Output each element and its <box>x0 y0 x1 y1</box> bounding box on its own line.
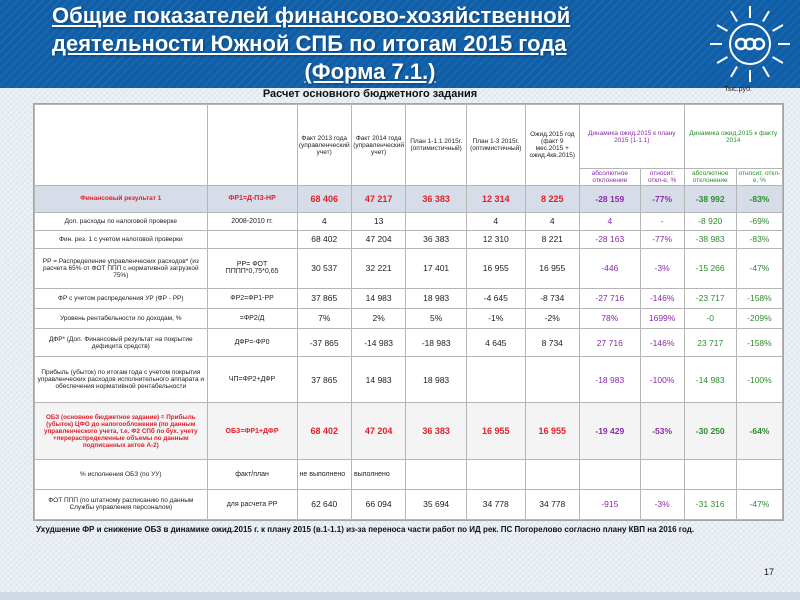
title-line-2: деятельности Южной СПБ по итогам 2015 года <box>52 31 567 56</box>
header-g2-abs: абсолютное отклонение <box>684 169 736 186</box>
cell: -28 163 <box>579 230 640 248</box>
cell: 4 <box>297 212 351 230</box>
cell <box>640 459 684 489</box>
title-line-1: Общие показателей финансово-хозяйственной <box>52 3 571 28</box>
row-label: Уровень рентабельности по доходам, % <box>35 308 208 328</box>
row-label: ФР с учетом распределения УР (ФР - РР) <box>35 288 208 308</box>
cell: -14 983 <box>684 357 736 403</box>
table-row <box>35 329 783 357</box>
cell: 8 734 <box>525 329 579 357</box>
cell: 14 983 <box>351 357 405 403</box>
cell: 4 645 <box>467 329 526 357</box>
cell <box>406 212 467 230</box>
cell: 16 955 <box>467 248 526 288</box>
cell: 27 716 <box>579 329 640 357</box>
header-formula-col <box>207 105 297 186</box>
cell: 8 221 <box>525 230 579 248</box>
cell: 37 865 <box>297 357 351 403</box>
cell: -146% <box>640 329 684 357</box>
cell: 68 406 <box>297 186 351 212</box>
cell: -83% <box>736 186 782 212</box>
budget-table <box>34 104 783 520</box>
cell: -209% <box>736 308 782 328</box>
cell: -64% <box>736 403 782 459</box>
cell: 23 717 <box>684 329 736 357</box>
row-formula <box>207 230 297 248</box>
cell <box>525 357 579 403</box>
row-label: Фин. рез. 1 с учетом налоговой проверки <box>35 230 208 248</box>
row-formula: 2008-2010 гг. <box>207 212 297 230</box>
cell <box>525 459 579 489</box>
table-row <box>35 230 783 248</box>
cell: 7% <box>297 308 351 328</box>
cell: -0 <box>684 308 736 328</box>
header-g2-rel: относит. откл-е, % <box>736 169 782 186</box>
cell <box>406 459 467 489</box>
cell: -3% <box>640 248 684 288</box>
cell: -19 429 <box>579 403 640 459</box>
table-row <box>35 288 783 308</box>
cell: 18 983 <box>406 288 467 308</box>
cell: 17 401 <box>406 248 467 288</box>
cell: -3% <box>640 489 684 519</box>
cell: 66 094 <box>351 489 405 519</box>
cell <box>467 357 526 403</box>
table-row <box>35 357 783 403</box>
header-group-vs-plan: Динамика ожид.2015 к плану 2015 (1-1.1) <box>579 105 684 169</box>
cell: 1699% <box>640 308 684 328</box>
cell: -38 992 <box>684 186 736 212</box>
header-col-plan-1-3: План 1-3 2015г. (оптимистичный) <box>467 105 526 186</box>
cell: -23 717 <box>684 288 736 308</box>
cell: 4 <box>525 212 579 230</box>
cell: 13 <box>351 212 405 230</box>
cell: 16 955 <box>525 248 579 288</box>
cell: - <box>640 212 684 230</box>
cell: -100% <box>736 357 782 403</box>
cell: 36 383 <box>406 230 467 248</box>
table-row <box>35 403 783 459</box>
cell: -83% <box>736 230 782 248</box>
row-formula: =ФР2/Д <box>207 308 297 328</box>
table-row <box>35 186 783 212</box>
company-logo-icon <box>708 4 792 84</box>
cell: -31 316 <box>684 489 736 519</box>
cell <box>736 459 782 489</box>
header-row <box>35 105 783 169</box>
table-row <box>35 248 783 288</box>
cell: 62 640 <box>297 489 351 519</box>
cell <box>467 459 526 489</box>
cell: 16 955 <box>467 403 526 459</box>
cell: 47 204 <box>351 403 405 459</box>
cell: -47% <box>736 248 782 288</box>
cell: -100% <box>640 357 684 403</box>
cell: -15 266 <box>684 248 736 288</box>
cell: 36 383 <box>406 186 467 212</box>
row-label: % исполнения ОБЗ (по УУ) <box>35 459 208 489</box>
cell: -18 983 <box>406 329 467 357</box>
cell: 14 983 <box>351 288 405 308</box>
cell: -158% <box>736 329 782 357</box>
cell: -77% <box>640 186 684 212</box>
cell: 78% <box>579 308 640 328</box>
cell: не выполнено <box>297 459 351 489</box>
cell: 4 <box>467 212 526 230</box>
budget-table-container <box>33 103 784 521</box>
header-col-expected-2015: Ожид.2015 год (факт 9 мес.2015 + ожид.4кв.2015) <box>525 105 579 186</box>
row-formula: ФР1=Д-ПЗ-НР <box>207 186 297 212</box>
cell: -2% <box>525 308 579 328</box>
table-title: Расчет основного бюджетного задания <box>262 88 478 100</box>
cell: -8 734 <box>525 288 579 308</box>
cell: -8 920 <box>684 212 736 230</box>
page-number: 17 <box>763 567 774 577</box>
cell: 32 221 <box>351 248 405 288</box>
cell: -446 <box>579 248 640 288</box>
cell: -915 <box>579 489 640 519</box>
bottom-bar <box>0 592 800 600</box>
cell: 34 778 <box>525 489 579 519</box>
cell: -38 983 <box>684 230 736 248</box>
cell: 8 225 <box>525 186 579 212</box>
cell: 12 314 <box>467 186 526 212</box>
cell: 36 383 <box>406 403 467 459</box>
cell: 47 204 <box>351 230 405 248</box>
row-formula: ОБЗ=ФР1+ДФР <box>207 403 297 459</box>
table-row <box>35 212 783 230</box>
table-row <box>35 489 783 519</box>
row-formula: РР= ФОТ ПППП*0,75*0,65 <box>207 248 297 288</box>
cell: -146% <box>640 288 684 308</box>
row-formula: ЧП=ФР2+ДФР <box>207 357 297 403</box>
row-label: Доп. расходы по налоговой проверке <box>35 212 208 230</box>
cell <box>684 459 736 489</box>
row-label: Прибыль (убыток) по итогам года с учетом покрытия управленческих расходов исполнительного аппарата и обеспечения нормативной рентабельности <box>35 357 208 403</box>
row-label: Финансовый результат 1 <box>35 186 208 212</box>
cell: 5% <box>406 308 467 328</box>
cell: -14 983 <box>351 329 405 357</box>
cell: 2% <box>351 308 405 328</box>
header-col-fact-2013: Факт 2013 года (управленческий учет) <box>297 105 351 186</box>
title-line-3: (Форма 7.1.) <box>304 59 436 84</box>
cell: -77% <box>640 230 684 248</box>
page-title <box>40 2 700 86</box>
cell: 47 217 <box>351 186 405 212</box>
header-g1-abs: абсолютное отклонение <box>579 169 640 186</box>
unit-label: Тыс.руб. <box>724 86 752 93</box>
cell: 68 402 <box>297 403 351 459</box>
row-label: ДФР* (Доп. Финансовый результат на покрытие дефицита средств) <box>35 329 208 357</box>
header-group-vs-fact: Динамика ожид.2015 к факту 2014 <box>684 105 782 169</box>
cell: -53% <box>640 403 684 459</box>
cell <box>579 459 640 489</box>
cell: 34 778 <box>467 489 526 519</box>
cell: 18 983 <box>406 357 467 403</box>
header-col-fact-2014: Факт 2014 года (управленческий учет) <box>351 105 405 186</box>
cell: -4 645 <box>467 288 526 308</box>
cell: 35 694 <box>406 489 467 519</box>
row-formula: ФР2=ФР1-РР <box>207 288 297 308</box>
cell: -47% <box>736 489 782 519</box>
cell: -30 250 <box>684 403 736 459</box>
footnote: Ухудшение ФР и снижение ОБЗ в динамике ожид.2015 г. к плану 2015 (в.1-1.1) из-за переноса части работ по ИД рек. ПС Погорелово согласно плану КВП на 2016 год. <box>36 525 695 534</box>
row-formula: для расчета РР <box>207 489 297 519</box>
cell: 12 310 <box>467 230 526 248</box>
row-formula: факт/план <box>207 459 297 489</box>
table-row <box>35 308 783 328</box>
header-band <box>0 0 800 88</box>
cell: 30 537 <box>297 248 351 288</box>
cell: выполнено <box>351 459 405 489</box>
cell: 4 <box>579 212 640 230</box>
cell: -27 716 <box>579 288 640 308</box>
table-row <box>35 459 783 489</box>
cell: -28 159 <box>579 186 640 212</box>
cell: 68 402 <box>297 230 351 248</box>
row-label: РР = Распределение управленческих расходов* (из расчета 65% от ФОТ ППП с нормативной загрузкой 75%) <box>35 248 208 288</box>
row-label: ОБЗ (основное бюджетное задание) = Прибыль (убыток) ЦФО до налогообложения (по данным управленческого учета, т.е. Ф2 СПб по бух. учету +перераспределенные объемы по данным подписанных актов А-2) <box>35 403 208 459</box>
header-col-plan-1-1: План 1-1.1 2015г. (оптимистичный) <box>406 105 467 186</box>
cell: -69% <box>736 212 782 230</box>
cell: -18 983 <box>579 357 640 403</box>
cell: -1% <box>467 308 526 328</box>
row-label: ФОТ ППП (по штатному расписанию по данным Службы управления персоналом) <box>35 489 208 519</box>
header-g1-rel: относит. откл-е, % <box>640 169 684 186</box>
row-formula: ДФР=-ФР0 <box>207 329 297 357</box>
cell: -37 865 <box>297 329 351 357</box>
cell: 37 865 <box>297 288 351 308</box>
cell: 16 955 <box>525 403 579 459</box>
header-label-col <box>35 105 208 186</box>
cell: -158% <box>736 288 782 308</box>
